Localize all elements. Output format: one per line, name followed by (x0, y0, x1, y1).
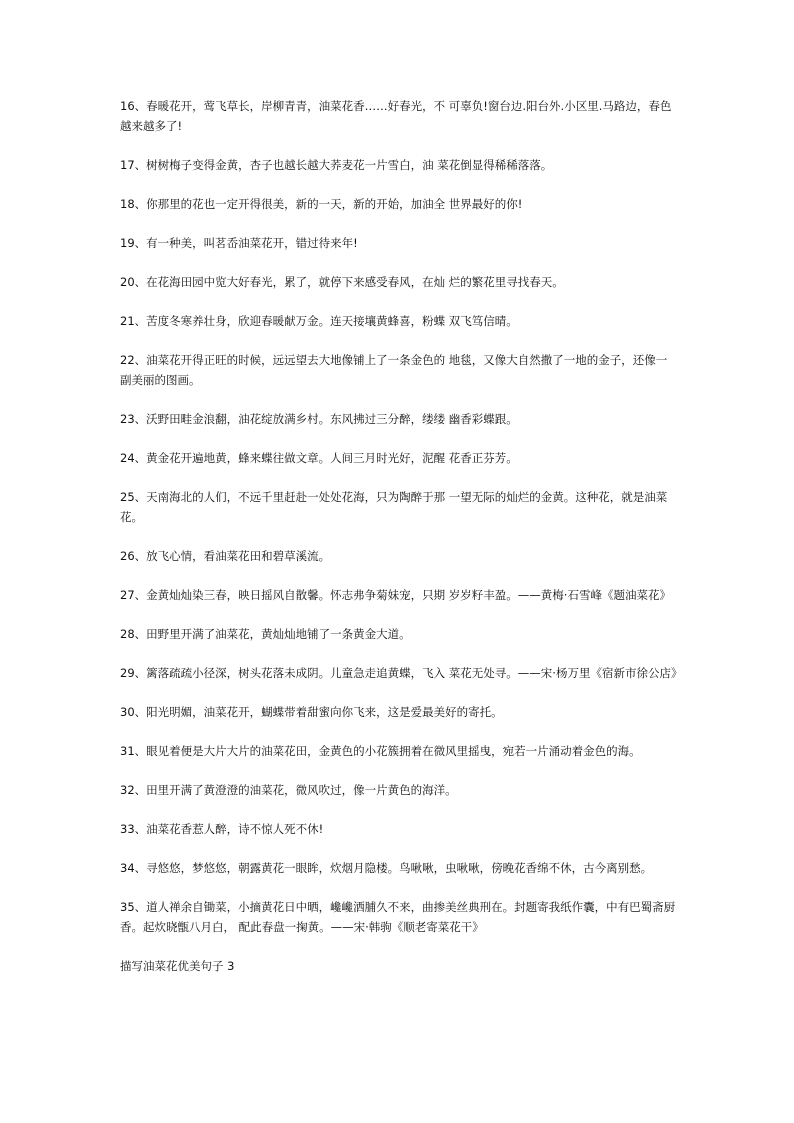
sentence-30: 30、阳光明媚，油菜花开，蝴蝶带着甜蜜向你飞来，这是爱最美好的寄托。 (120, 705, 503, 719)
document-body (120, 96, 683, 976)
section-heading: 描写油菜花优美句子 3 (120, 959, 235, 973)
sentence-25: 25、天南海北的人们，不远千里赶赴一处处花海，只为陶醉于那 一望无际的灿烂的金黄。这种花，就是油菜花。 (120, 490, 668, 524)
sentence-23: 23、沃野田畦金浪翻，油花绽放满乡村。东风拂过三分醉，缕缕 幽香彩蝶跟。 (120, 412, 518, 426)
sentence-34: 34、寻悠悠，梦悠悠，朝露黄花一眼眸，炊烟月隐楼。鸟啾啾，虫啾啾，傍晚花香绵不休，古今离别愁。 (120, 861, 653, 875)
sentence-20: 20、在花海田园中览大好春光，累了，就停下来感受春风，在灿 烂的繁花里寻找春天。 (120, 275, 564, 289)
sentence-29: 29、篱落疏疏小径深，树头花落未成阴。儿童急走追黄蝶，飞入 菜花无处寻。——宋·杨万里《宿新市徐公店》 (120, 666, 683, 680)
sentence-35: 35、道人禅余自锄菜，小摘黄花日中晒，巉巉洒脯久不来，曲掺美丝典刑在。封题寄我纸作囊，中有巴蜀斋厨香。起炊晓甑八月白， 配此春盘一掬黄。——宋·韩驹《顺老寄菜花干》 (120, 900, 676, 934)
sentence-22: 22、油菜花开得正旺的时候，远远望去大地像铺上了一条金色的 地毯，又像大自然撒了一地的金子，还像一副美丽的图画。 (120, 353, 668, 387)
sentence-28: 28、田野里开满了油菜花，黄灿灿地铺了一条黄金大道。 (120, 627, 411, 641)
sentence-21: 21、苦度冬寒养壮身，欣迎春暖献万金。连天接壤黄蜂喜，粉蝶 双飞笃信晴。 (120, 314, 518, 328)
sentence-24: 24、黄金花开遍地黄，蜂来蝶往做文章。人间三月时光好，泥醒 花香正芬芳。 (120, 451, 518, 465)
sentence-32: 32、田里开满了黄澄澄的油菜花，微风吹过，像一片黄色的海洋。 (120, 783, 457, 797)
sentence-33: 33、油菜花香惹人醉，诗不惊人死不休! (120, 822, 324, 836)
sentence-19: 19、有一种美，叫茗岙油菜花开，错过待来年! (120, 236, 358, 250)
sentence-26: 26、放飞心情，看油菜花田和碧草溪流。 (120, 549, 331, 563)
sentence-17: 17、树树梅子变得金黄，杏子也越长越大荞麦花一片雪白，油 菜花倒显得稀稀落落。 (120, 158, 553, 172)
sentence-27: 27、金黄灿灿染三春，映日摇风自散馨。怀志弗争菊妹宠，只期 岁岁籽丰盈。——黄梅·石雪峰《题油菜花》 (120, 588, 671, 602)
sentence-18: 18、你那里的花也一定开得很美，新的一天，新的开始，加油全 世界最好的你! (120, 197, 523, 211)
sentence-16: 16、春暖花开，莺飞草长，岸柳青青，油菜花香……好春光，不 可辜负!窗台边.阳台外.小区里.马路边，春色越来越多了! (120, 99, 672, 133)
sentence-31: 31、眼见着便是大片大片的油菜花田，金黄色的小花簇拥着在微风里摇曳，宛若一片涌动着金色的海。 (120, 744, 641, 758)
